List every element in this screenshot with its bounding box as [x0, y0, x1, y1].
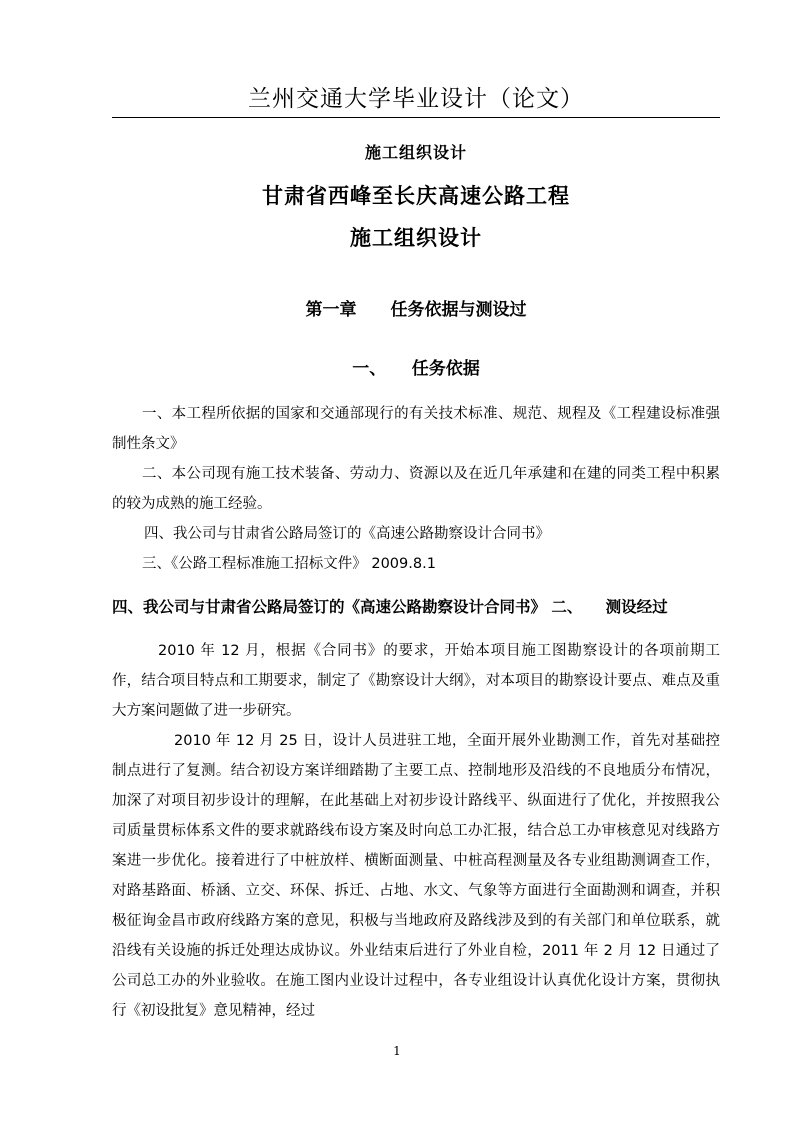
document-label: 施工组织设计	[364, 143, 467, 162]
header-divider	[112, 117, 720, 118]
page-header-title: 兰州交通大学毕业设计（论文）	[248, 86, 584, 112]
section-heading-basis: 一、 任务依据	[352, 359, 480, 379]
basis-item: 四、我公司与甘肃省公路局签订的《高速公路勘察设计合同书》	[144, 526, 550, 542]
survey-paragraph: 2010 年 12 月 25 日，设计人员进驻工地，全面开展外业勘测工作，首先对基础控制点进行了复测。结合初设方案详细踏勘了主要工点、控制地形及沿线的不良地质分布情况，加深了对项目初步设计的理解，在此基础上对初步设计路线平、纵面进行了优化，并按照我公司质量贯标体系文件的要求就路线布设方案及时向总工办汇报，结合总工办审核意见对线路方案进一步优化。接着进行了中桩放样、横断面测量、中桩高程测量及各专业组勘测调查工作，对路基路面、桥涵、立交、环保、拆迁、占地、水文、气象等方面进行全面勘测和调查，并积极征询金昌市政府线路方案的意见，积极与当地政府及路线涉及到的有关部门和单位联系，就沿线有关设施的拆迁处理达成协议。外业结束后进行了外业自检，2011 年 2 月 12 日通过了公司总工办的外业验收。在施工图内业设计过程中，各专业组设计认真优化设计方案，贯彻执行《初设批复》意见精神，经过	[112, 733, 720, 1019]
basis-item: 二、本公司现有施工技术装备、劳动力、资源以及在近几年承建和在建的同类工程中积累的较为成熟的施工经验。	[112, 466, 720, 512]
basis-item: 三、《公路工程标准施工招标文件》 2009.8.1	[142, 556, 436, 572]
project-subtitle: 施工组织设计	[350, 225, 482, 250]
chapter-heading: 第一章 任务依据与测设过	[305, 300, 527, 320]
basis-item: 一、本工程所依据的国家和交通部现行的有关技术标准、规范、规程及《工程建设标准强制性条文》	[112, 406, 720, 452]
basis-list	[112, 399, 720, 579]
survey-paragraph: 2010 年 12 月，根据《合同书》的要求，开始本项目施工图勘察设计的各项前期工作，结合项目特点和工期要求，制定了《勘察设计大纲》，对本项目的勘察设计要点、难点及重大方案问题做了进一步研究。	[112, 643, 720, 719]
survey-text	[112, 636, 720, 1026]
section-heading-survey: 四、我公司与甘肃省公路局签订的《高速公路勘察设计合同书》 二、 测设经过	[112, 597, 668, 616]
page-number: 1	[393, 1044, 401, 1058]
project-title: 甘肃省西峰至长庆高速公路工程	[262, 183, 570, 208]
